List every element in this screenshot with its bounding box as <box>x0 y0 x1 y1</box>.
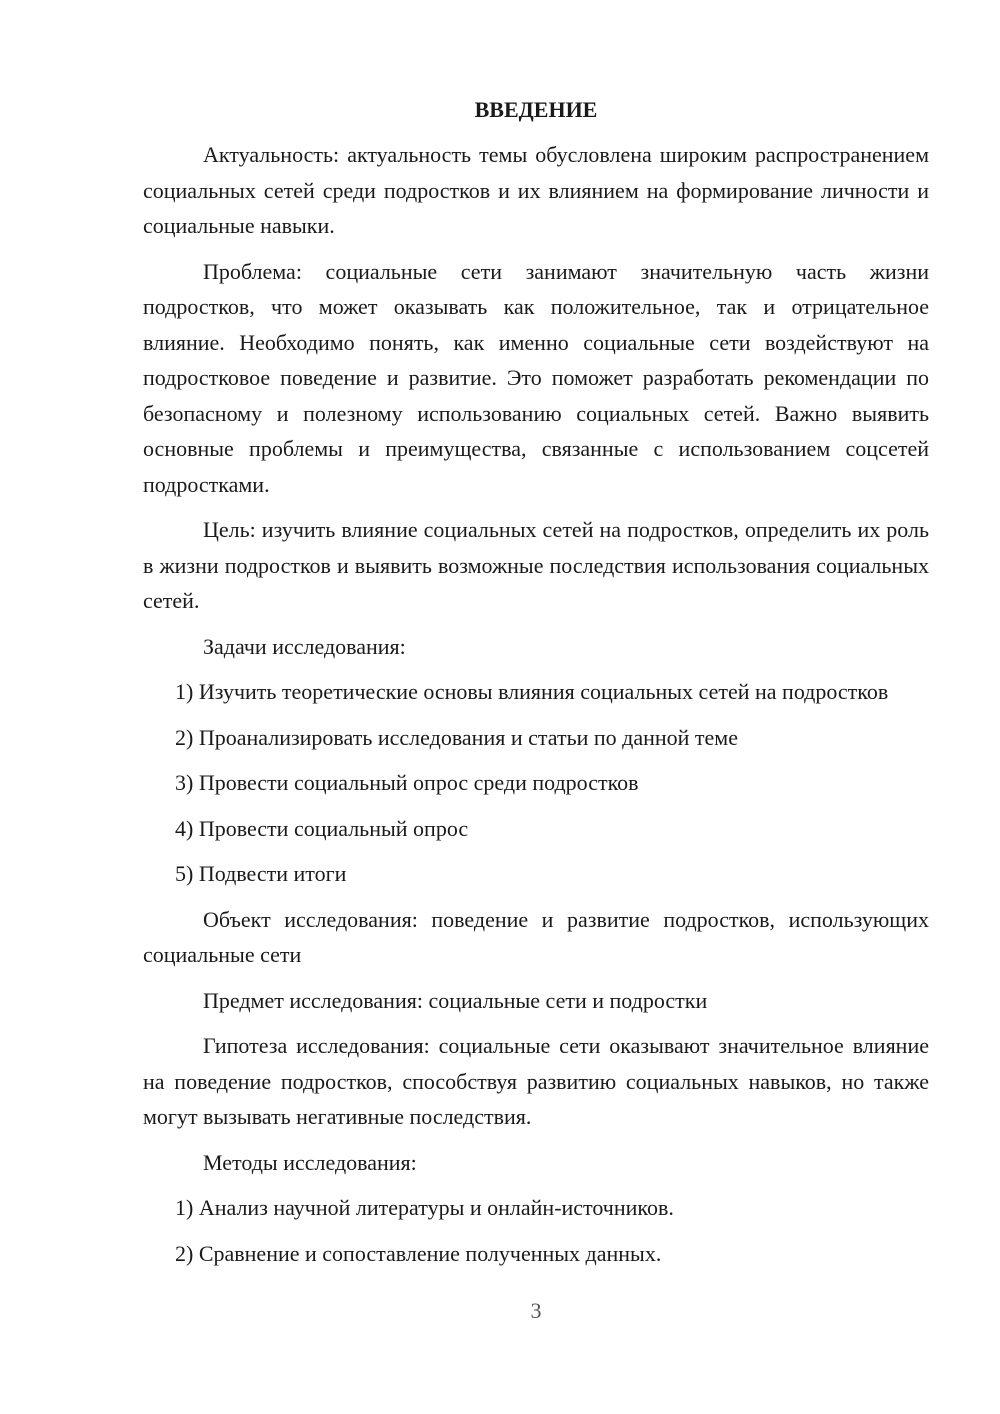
relevance-paragraph: Актуальность: актуальность темы обусловлена широким распространением социальных сетей среди подростков и их влиянием на формирование личности и социальные навыки. <box>143 142 929 238</box>
method-item-2: 2) Сравнение и сопоставление полученных данных. <box>175 1240 662 1266</box>
page-number: 3 <box>530 1298 542 1323</box>
subject-paragraph: Предмет исследования: социальные сети и подростки <box>203 987 708 1013</box>
task-item-2: 2) Проанализировать исследования и статьи по данной теме <box>175 724 738 750</box>
tasks-heading: Задачи исследования: <box>203 633 406 659</box>
page-title: ВВЕДЕНИЕ <box>474 97 598 122</box>
goal-paragraph: Цель: изучить влияние социальных сетей на подростков, определить их роль в жизни подростков и выявить возможные последствия использования социальных сетей. <box>143 517 929 613</box>
task-item-4: 4) Провести социальный опрос <box>175 815 469 841</box>
document-page <box>143 92 929 1281</box>
task-item-5: 5) Подвести итоги <box>175 861 347 886</box>
object-paragraph: Объект исследования: поведение и развитие подростков, использующих социальные сети <box>143 906 929 967</box>
method-item-1: 1) Анализ научной литературы и онлайн-источников. <box>175 1195 674 1220</box>
task-item-3: 3) Провести социальный опрос среди подростков <box>175 770 639 795</box>
task-item-1: 1) Изучить теоретические основы влияния социальных сетей на подростков <box>175 679 889 704</box>
problem-paragraph: Проблема: социальные сети занимают значительную часть жизни подростков, что может оказывать как положительное, так и отрицательное влияние. Необходимо понять, как именно социальные сети воздействуют на подростковое поведение и развитие. Это поможет разработать рекомендации по безопасному и полезному использованию социальных сетей. Важно выявить основные проблемы и преимущества, связанные с использованием соцсетей подростками. <box>143 258 929 497</box>
methods-heading: Методы исследования: <box>203 1149 417 1175</box>
hypothesis-paragraph: Гипотеза исследования: социальные сети оказывают значительное влияние на поведение подростков, способствуя развитию социальных навыков, но также могут вызывать негативные последствия. <box>143 1033 929 1129</box>
